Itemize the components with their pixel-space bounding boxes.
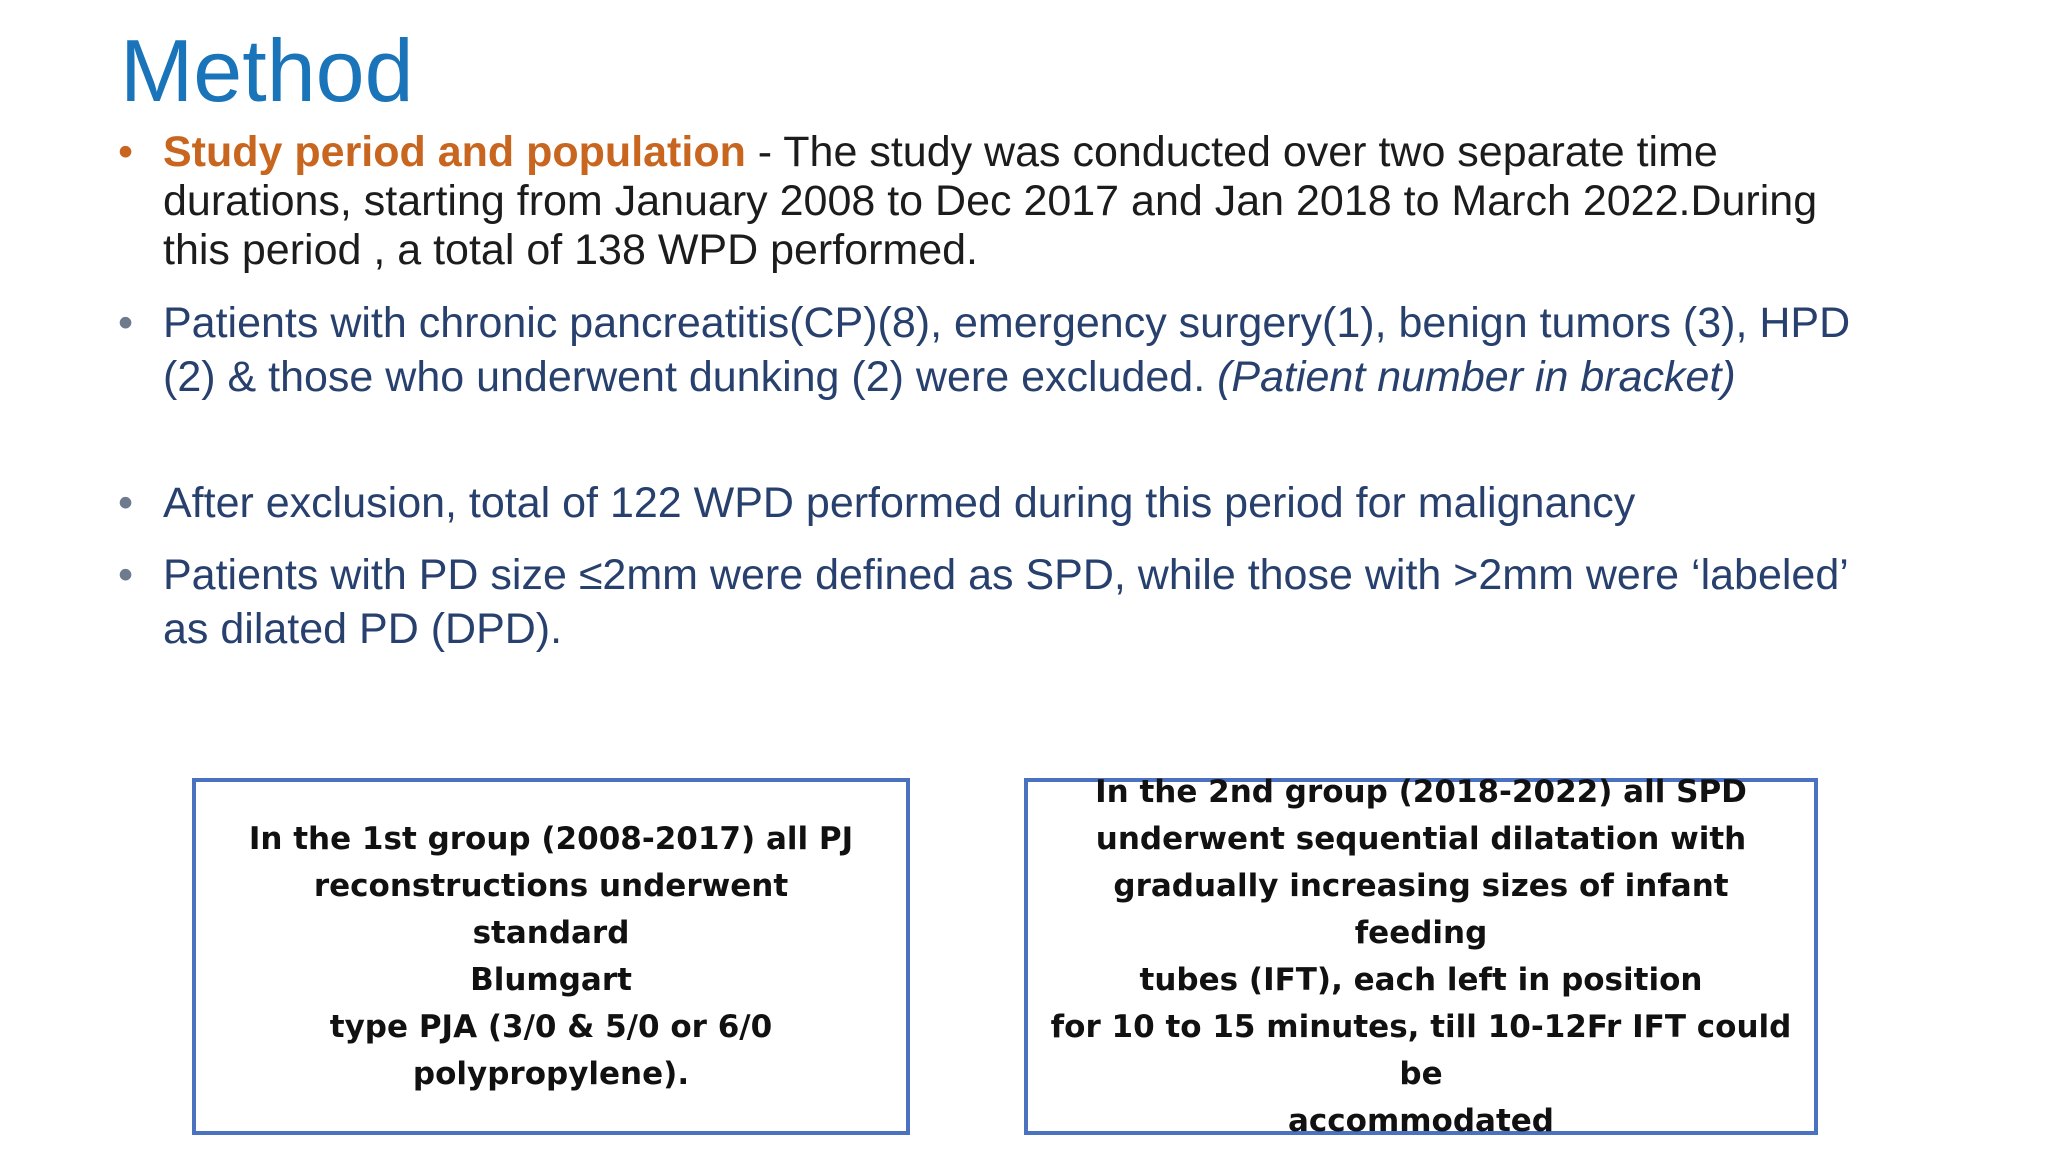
box-line: In the 1st group (2008-2017) all PJ: [248, 820, 854, 857]
slide-title: Method: [120, 21, 414, 120]
bullet-pd-size: [118, 548, 1863, 656]
bullet-after-exclusion: [118, 476, 1863, 530]
bullet-text: Patients with chronic pancreatitis(CP)(8), emergency surgery(1), benign tumors (3), HPD (2) & those who underwent dunking (2) were excluded.: [163, 299, 1851, 401]
bullet-italic-note: (Patient number in bracket): [1217, 353, 1736, 401]
box-line: underwent sequential dilatation with: [1095, 820, 1747, 857]
box-line: tubes (IFT), each left in position: [1139, 961, 1703, 998]
bullet-dot-icon: •: [118, 299, 134, 347]
group-1-text: [236, 816, 866, 1098]
bullet-study-period: [118, 128, 1863, 275]
bullet-text: After exclusion, total of 122 WPD performed during this period for malignancy: [163, 479, 1636, 527]
box-line: Blumgart: [470, 961, 632, 998]
box-line: gradually increasing sizes of infant feeding: [1113, 867, 1729, 951]
bullet-highlight: Study period and population: [163, 128, 746, 176]
bullet-dot-icon: •: [118, 128, 134, 176]
bullet-exclusions: [118, 296, 1863, 404]
box-line: In the 2nd group (2018-2022) all SPD: [1095, 773, 1747, 810]
box-line: reconstructions underwent standard: [313, 867, 789, 951]
bullet-text: - The study was conducted over two separate time durations, starting from January 2008 to Dec 2017 and Jan 2018 to March 2022.During this period , a total of 138 WPD performed.: [163, 128, 1818, 274]
box-line: accommodated: [1287, 1102, 1554, 1139]
group-2-box: [1024, 773, 1818, 1139]
group-2-text: [1048, 769, 1794, 1145]
bullet-dot-icon: •: [118, 551, 134, 599]
box-line: type PJA (3/0 & 5/0 or 6/0: [329, 1008, 773, 1045]
group-1-box: [192, 778, 910, 1135]
bullet-dot-icon: •: [118, 479, 134, 527]
box-line: for 10 to 15 minutes, till 10-12Fr IFT could be: [1050, 1008, 1792, 1092]
bullet-text: Patients with PD size ≤2mm were defined as SPD, while those with >2mm were ‘labeled’ as dilated PD (DPD).: [163, 551, 1848, 653]
box-line: polypropylene).: [412, 1055, 690, 1092]
